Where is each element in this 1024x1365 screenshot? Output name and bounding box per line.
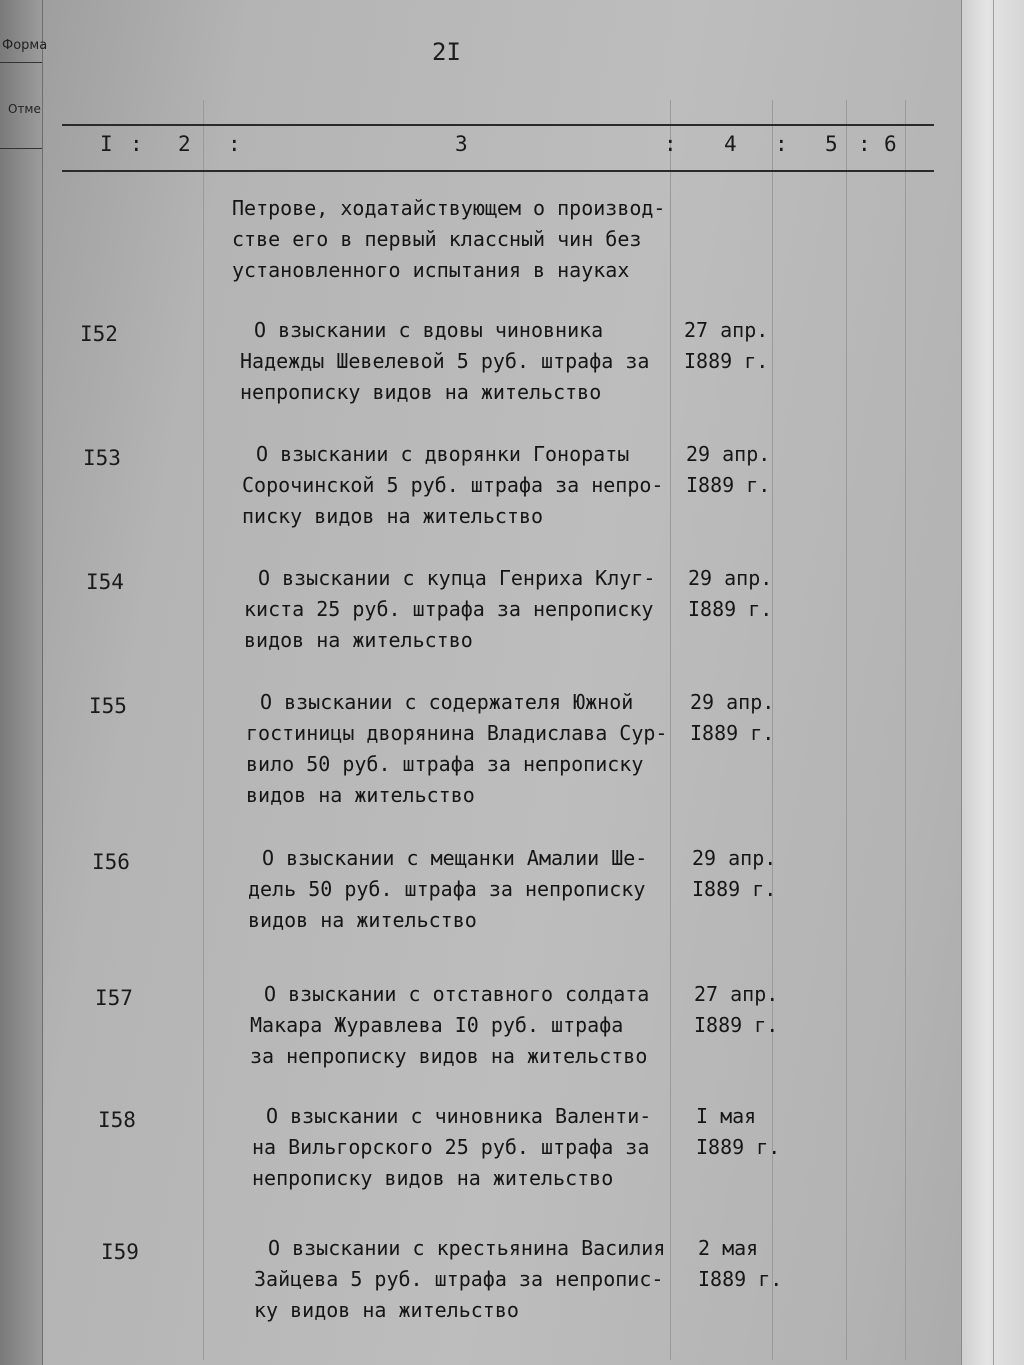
entry-text-line: ку видов на жительство: [254, 1298, 519, 1322]
entry-text-line: гостиницы дворянина Владислава Сур-: [246, 721, 668, 745]
page-number: 2I: [432, 38, 461, 66]
entry-text-line: за непрописку видов на жительство: [250, 1044, 648, 1068]
column-header: :: [664, 132, 677, 156]
entry-date: 29 апр.: [690, 690, 775, 714]
margin-rule: [0, 62, 42, 63]
entry-date: 29 апр.: [692, 846, 777, 870]
entry-number: I52: [80, 322, 118, 346]
entry-number: I58: [98, 1108, 136, 1132]
entry-text-line: Сорочинской 5 руб. штрафа за непро-: [242, 473, 664, 497]
entry-text-line: киста 25 руб. штрафа за непрописку: [244, 597, 654, 621]
entry-text-line: видов на жительство: [246, 783, 475, 807]
entry-date: I889 г.: [698, 1267, 783, 1291]
entry-date: I889 г.: [688, 597, 773, 621]
page-edge-line: [993, 0, 994, 1365]
continuation-line: Петрове, ходатайствующем о производ-: [232, 196, 666, 220]
entry-text-line: О взыскании с вдовы чиновника: [254, 318, 604, 342]
entry-text-line: Зайцева 5 руб. штрафа за непропис-: [254, 1267, 664, 1291]
entry-date: I889 г.: [684, 349, 769, 373]
entry-date: 2 мая: [698, 1236, 759, 1260]
entry-text-line: дель 50 руб. штрафа за непрописку: [248, 877, 646, 901]
entry-text-line: О взыскании с чиновника Валенти-: [266, 1104, 652, 1128]
entry-number: I55: [89, 694, 127, 718]
column-header: 2: [178, 132, 191, 156]
entry-date: 29 апр.: [688, 566, 773, 590]
column-header: :: [858, 132, 871, 156]
header-rule-top: [62, 124, 934, 126]
entry-text-line: Надежды Шевелевой 5 руб. штрафа за: [240, 349, 650, 373]
entry-number: I59: [101, 1240, 139, 1264]
entry-date: 27 апр.: [684, 318, 769, 342]
underlying-page-margin: [0, 0, 48, 1365]
entry-text-line: Макара Журавлева I0 руб. штрафа: [250, 1013, 624, 1037]
entry-text-line: непрописку видов на жительство: [252, 1166, 614, 1190]
entry-date: I889 г.: [686, 473, 771, 497]
entry-text-line: О взыскании с содержателя Южной: [260, 690, 634, 714]
entry-number: I57: [95, 986, 133, 1010]
entry-date: I889 г.: [696, 1135, 781, 1159]
entry-date: I889 г.: [690, 721, 775, 745]
entry-number: I54: [86, 570, 124, 594]
column-header: :: [228, 132, 241, 156]
entry-text-line: О взыскании с мещанки Амалии Ше-: [262, 846, 648, 870]
entry-date: 29 апр.: [686, 442, 771, 466]
entry-text-line: видов на жительство: [248, 908, 477, 932]
column-header: 5: [825, 132, 838, 156]
column-rule-3: [670, 100, 671, 1360]
entry-date: 27 апр.: [694, 982, 779, 1006]
margin-column-label: Отме: [8, 102, 41, 116]
column-rule-1: [203, 100, 204, 1360]
entry-text-line: О взыскании с купца Генриха Клуг-: [258, 566, 656, 590]
header-rule-bottom: [62, 170, 934, 172]
form-label: Форма: [2, 38, 48, 53]
column-header: 6: [884, 132, 897, 156]
entry-text-line: вило 50 руб. штрафа за непрописку: [246, 752, 644, 776]
entry-date: I889 г.: [692, 877, 777, 901]
continuation-line: стве его в первый классный чин без: [232, 227, 642, 251]
column-rule-6: [905, 100, 906, 1360]
entry-text-line: видов на жительство: [244, 628, 473, 652]
continuation-line: установленного испытания в науках: [232, 258, 630, 282]
column-header: I: [100, 132, 113, 156]
entry-text-line: на Вильгорского 25 руб. штрафа за: [252, 1135, 650, 1159]
column-header: 3: [455, 132, 468, 156]
entry-number: I53: [83, 446, 121, 470]
entry-date: I889 г.: [694, 1013, 779, 1037]
entry-date: I мая: [696, 1104, 757, 1128]
entry-number: I56: [92, 850, 130, 874]
entry-text-line: О взыскании с дворянки Гонораты: [256, 442, 630, 466]
column-rule-5: [846, 100, 847, 1360]
entry-text-line: непрописку видов на жительство: [240, 380, 602, 404]
column-header: 4: [724, 132, 737, 156]
entry-text-line: О взыскании с крестьянина Василия: [268, 1236, 666, 1260]
entry-text-line: О взыскании с отставного солдата: [264, 982, 650, 1006]
column-header: :: [775, 132, 788, 156]
margin-rule: [0, 148, 42, 149]
entry-text-line: писку видов на жительство: [242, 504, 544, 528]
column-header: :: [130, 132, 143, 156]
